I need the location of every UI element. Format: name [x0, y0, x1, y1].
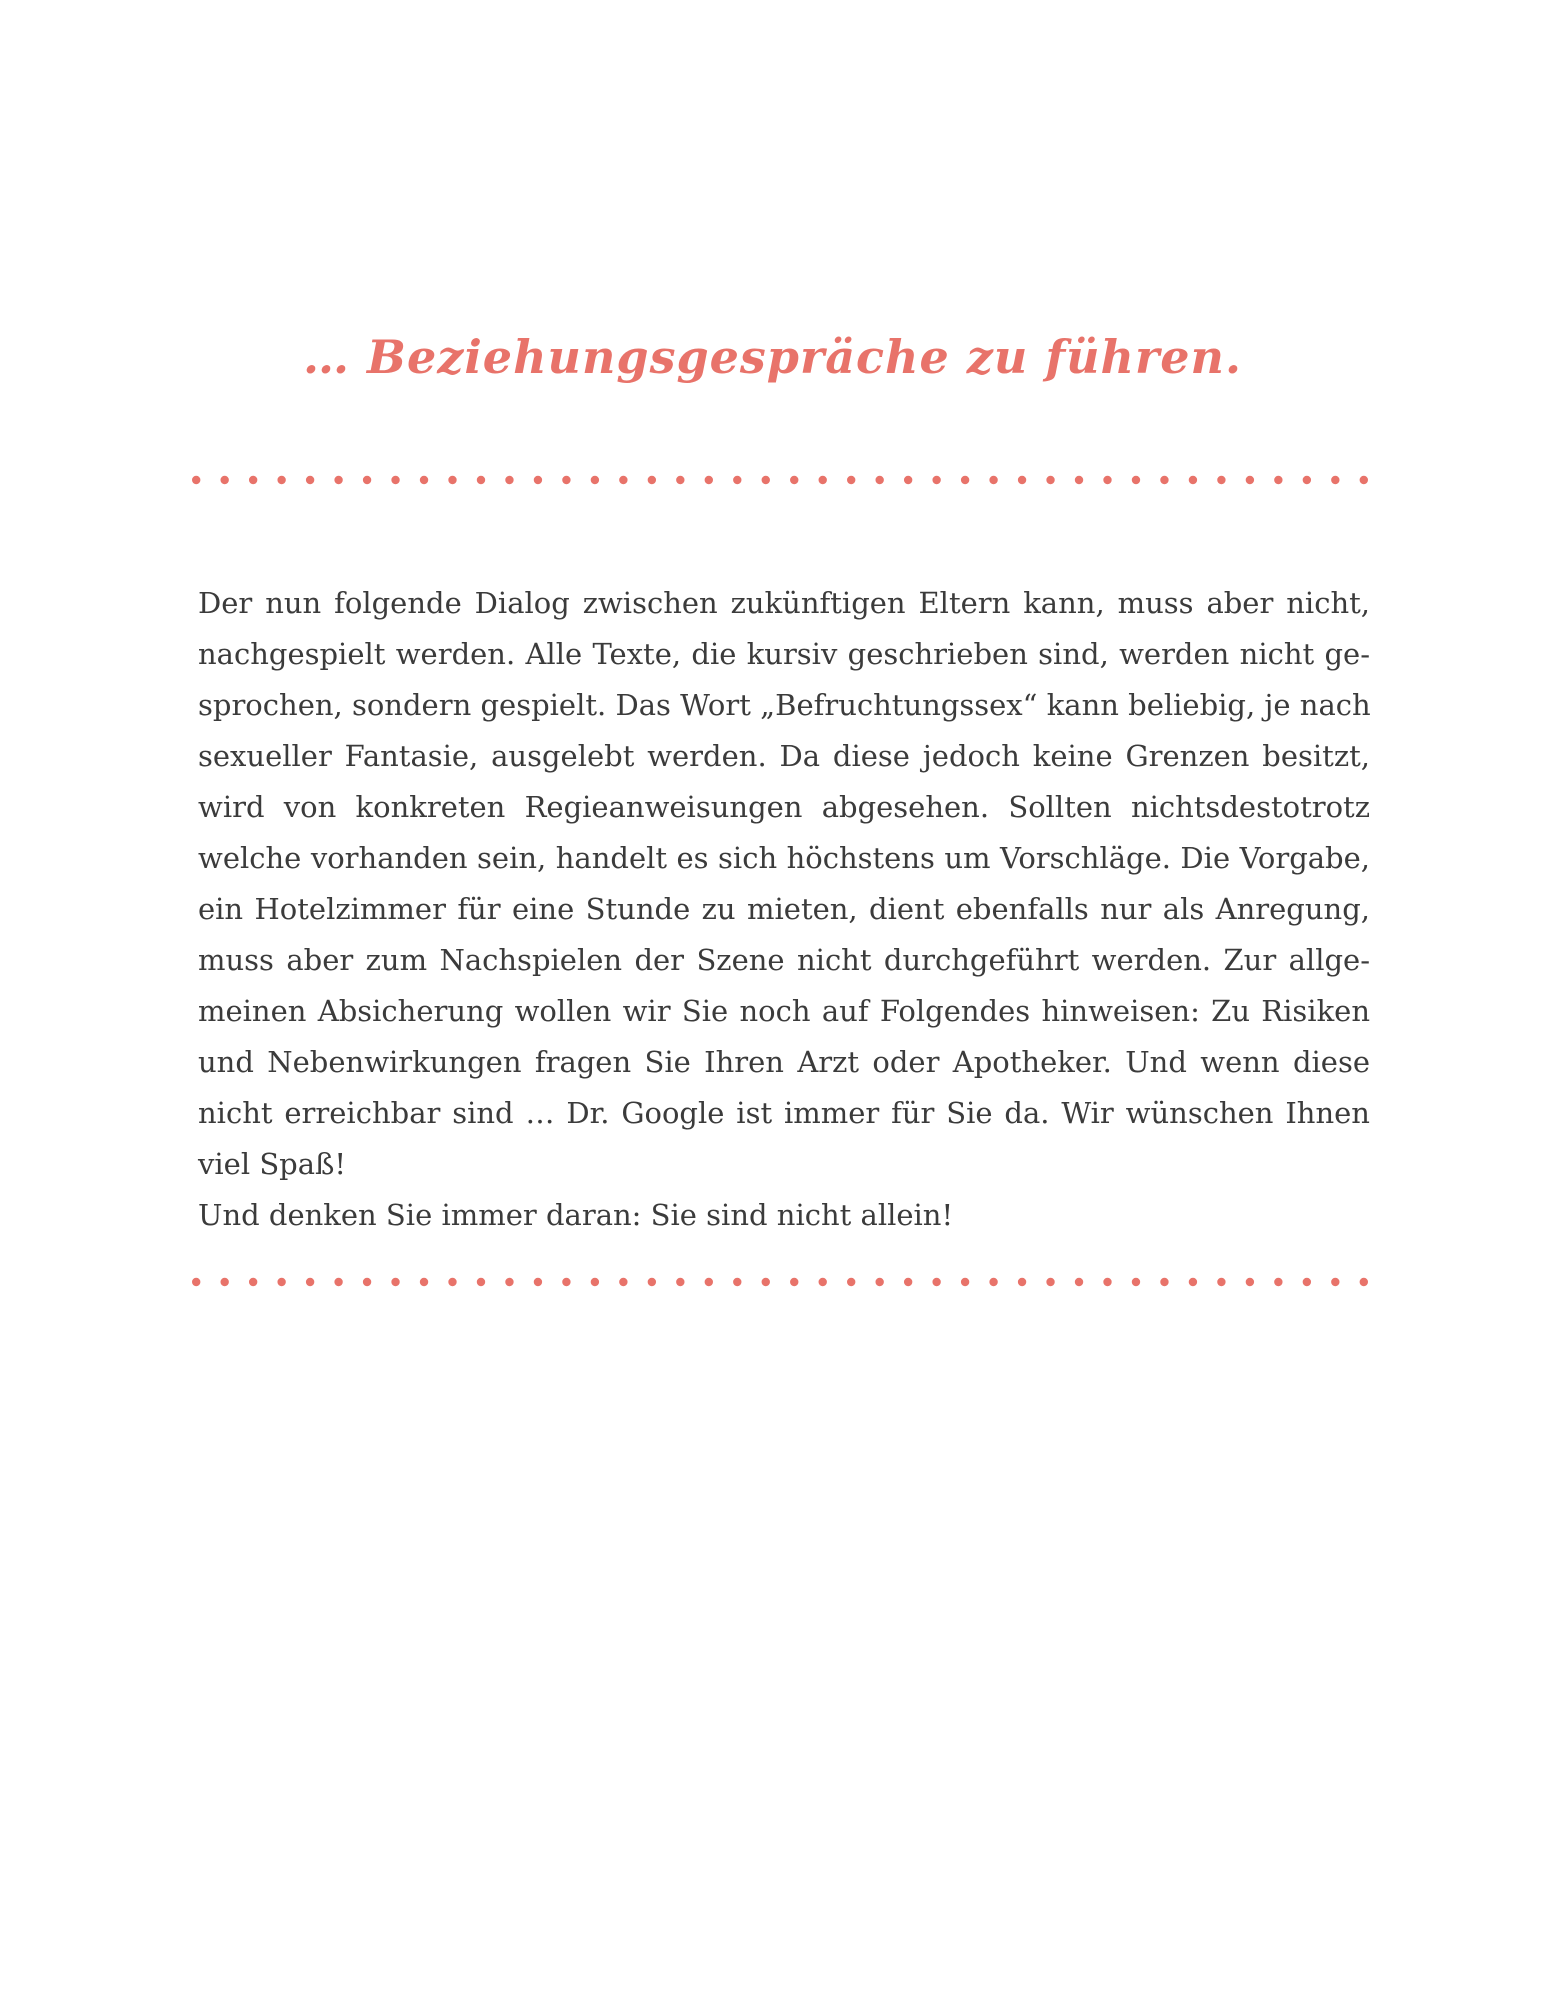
separator-dot [448, 1278, 456, 1286]
separator-dot [904, 1278, 912, 1286]
separator-dot [420, 476, 428, 484]
separator-dot [1075, 476, 1083, 484]
separator-dot [619, 1278, 627, 1286]
separator-dot [1132, 1278, 1140, 1286]
body-line: sprochen, sondern gespielt. Das Wort „Befruchtungssex“ kann beliebig, je nach [198, 688, 1371, 722]
separator-dot [932, 476, 940, 484]
separator-dot [192, 1278, 200, 1286]
separator-dot [619, 476, 627, 484]
separator-dot [648, 1278, 656, 1286]
separator-dot [762, 476, 770, 484]
separator-dot [505, 1278, 513, 1286]
separator-dot [989, 476, 997, 484]
separator-dot [904, 476, 912, 484]
separator-dot [1132, 476, 1140, 484]
dots-svg [192, 1276, 1368, 1288]
separator-dot [277, 476, 285, 484]
separator-dot [1189, 1278, 1197, 1286]
separator-dot [847, 1278, 855, 1286]
separator-dot [477, 476, 485, 484]
separator-dot [391, 1278, 399, 1286]
separator-dot [790, 476, 798, 484]
body-line: meinen Absicherung wollen wir Sie noch auf Folgendes hinweisen: Zu Risiken [198, 994, 1370, 1028]
separator-dot [1189, 476, 1197, 484]
separator-dot [1160, 1278, 1168, 1286]
separator-dot [1331, 1278, 1339, 1286]
separator-dot [1274, 1278, 1282, 1286]
separator-dot [961, 476, 969, 484]
separator-dot [277, 1278, 285, 1286]
separator-dot [334, 1278, 342, 1286]
separator-dot [676, 1278, 684, 1286]
separator-dot [220, 476, 228, 484]
body-line: ein Hotelzimmer für eine Stunde zu mieten, dient ebenfalls nur als Anregung, [198, 892, 1370, 926]
separator-dot [1217, 1278, 1225, 1286]
body-line: nachgespielt werden. Alle Texte, die kursiv geschrieben sind, werden nicht ge- [198, 637, 1370, 671]
dots-svg [192, 474, 1368, 486]
body-line: Der nun folgende Dialog zwischen zukünftigen Eltern kann, muss aber nicht, [198, 586, 1370, 620]
separator-dot [705, 1278, 713, 1286]
separator-dot [648, 476, 656, 484]
separator-dot [819, 1278, 827, 1286]
separator-dot [961, 1278, 969, 1286]
separator-dot [192, 476, 200, 484]
separator-dot [420, 1278, 428, 1286]
separator-dot [1046, 1278, 1054, 1286]
separator-dot [591, 476, 599, 484]
separator-dot [1018, 1278, 1026, 1286]
separator-dot [1303, 1278, 1311, 1286]
body-line: muss aber zum Nachspielen der Szene nicht durchgeführt werden. Zur allge- [198, 943, 1370, 977]
dotted-separator-bottom [192, 1276, 1368, 1288]
body-line: Und denken Sie immer daran: Sie sind nicht allein! [198, 1198, 954, 1232]
separator-dot [989, 1278, 997, 1286]
chapter-heading: … Beziehungsgespräche zu führen. [303, 330, 1242, 384]
separator-dot [534, 476, 542, 484]
separator-dot [1303, 476, 1311, 484]
body-line: sexueller Fantasie, ausgelebt werden. Da diese jedoch keine Grenzen besitzt, [198, 739, 1370, 773]
separator-dot [1046, 476, 1054, 484]
body-text [198, 578, 1370, 1241]
separator-dot [705, 476, 713, 484]
separator-dot [448, 476, 456, 484]
separator-dot [1274, 476, 1282, 484]
separator-dot [1360, 476, 1368, 484]
separator-dot [220, 1278, 228, 1286]
separator-dot [1217, 476, 1225, 484]
separator-dot [562, 476, 570, 484]
separator-dot [733, 1278, 741, 1286]
separator-dot [1075, 1278, 1083, 1286]
body-line: und Nebenwirkungen fragen Sie Ihren Arzt oder Apotheker. Und wenn diese [198, 1045, 1370, 1079]
separator-dot [1246, 476, 1254, 484]
separator-dot [249, 1278, 257, 1286]
separator-dot [306, 476, 314, 484]
separator-dot [762, 1278, 770, 1286]
separator-dot [676, 476, 684, 484]
separator-dot [534, 1278, 542, 1286]
separator-dot [363, 1278, 371, 1286]
body-line: welche vorhanden sein, handelt es sich höchstens um Vorschläge. Die Vorgabe, [198, 841, 1370, 875]
separator-dot [1103, 476, 1111, 484]
separator-dot [363, 476, 371, 484]
separator-dot [733, 476, 741, 484]
separator-dot [1160, 476, 1168, 484]
separator-dot [790, 1278, 798, 1286]
separator-dot [391, 476, 399, 484]
body-line: viel Spaß! [198, 1147, 347, 1181]
separator-dot [1360, 1278, 1368, 1286]
separator-dot [477, 1278, 485, 1286]
separator-dot [505, 476, 513, 484]
separator-dot [875, 1278, 883, 1286]
separator-dot [334, 476, 342, 484]
separator-dot [932, 1278, 940, 1286]
dotted-separator-top [192, 474, 1368, 486]
separator-dot [1246, 1278, 1254, 1286]
separator-dot [1103, 1278, 1111, 1286]
separator-dot [819, 476, 827, 484]
separator-dot [562, 1278, 570, 1286]
separator-dot [1018, 476, 1026, 484]
separator-dot [875, 476, 883, 484]
separator-dot [1331, 476, 1339, 484]
body-line: wird von konkreten Regieanweisungen abgesehen. Sollten nichtsdestotrotz [198, 790, 1370, 824]
separator-dot [847, 476, 855, 484]
separator-dot [249, 476, 257, 484]
separator-dot [306, 1278, 314, 1286]
body-line: nicht erreichbar sind … Dr. Google ist immer für Sie da. Wir wünschen Ihnen [198, 1096, 1370, 1130]
separator-dot [591, 1278, 599, 1286]
